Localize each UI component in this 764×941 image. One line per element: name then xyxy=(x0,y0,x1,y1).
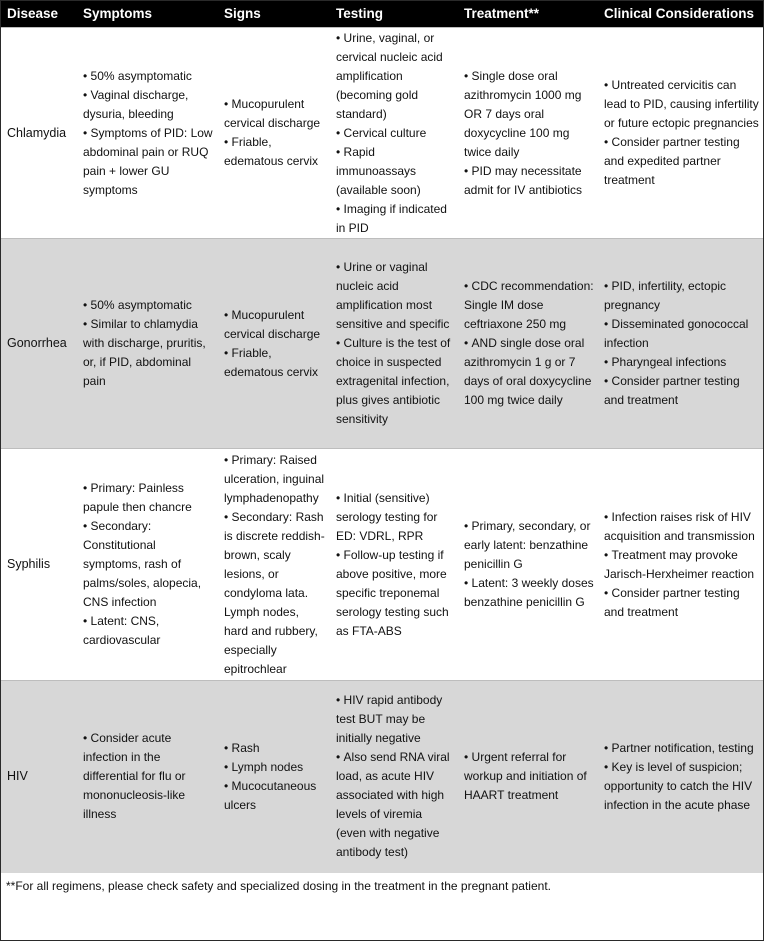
table-row-syphilis xyxy=(1,449,763,681)
treatment-cell xyxy=(458,239,598,449)
clinical-cell xyxy=(598,28,763,239)
list-item: • Consider partner testing and expedited partner treatment xyxy=(604,133,759,190)
disease-cell: Gonorrhea xyxy=(1,239,77,449)
list-item: • Primary, secondary, or early latent: benzathine penicillin G xyxy=(464,517,594,574)
list-item: • Primary: Painless papule then chancre xyxy=(83,479,214,517)
list-item: • PID, infertility, ectopic pregnancy xyxy=(604,277,759,315)
list-item: • Symptoms of PID: Low abdominal pain or RUQ pain + lower GU symptoms xyxy=(83,124,214,200)
list-item: • Culture is the test of choice in suspected extragenital infection, plus gives antibiotic sensitivity xyxy=(336,334,454,429)
testing-cell xyxy=(330,28,458,239)
list-item: • Partner notification, testing xyxy=(604,739,759,758)
table-row-gonorrhea xyxy=(1,239,763,449)
list-item: • Mucopurulent cervical discharge xyxy=(224,95,326,133)
clinical-cell xyxy=(598,681,763,873)
list-item: • Lymph nodes xyxy=(224,758,326,777)
list-item: • Secondary: Rash is discrete reddish-brown, scaly lesions, or condyloma lata. Lymph nodes, hard and rubbery, especially epitrochlear xyxy=(224,508,326,679)
list-item: • Rapid immunoassays (available soon) xyxy=(336,143,454,200)
table-row-chlamydia xyxy=(1,28,763,239)
list-item: • Consider partner testing and treatment xyxy=(604,372,759,410)
list-item: • Vaginal discharge, dysuria, bleeding xyxy=(83,86,214,124)
list-item: • Mucopurulent cervical discharge xyxy=(224,306,326,344)
list-item: • Key is level of suspicion; opportunity to catch the HIV infection in the acute phase xyxy=(604,758,759,815)
list-item: • PID may necessitate admit for IV antibiotics xyxy=(464,162,594,200)
list-item: • Urine, vaginal, or cervical nucleic acid amplification (becoming gold standard) xyxy=(336,29,454,124)
header-treatment: Treatment** xyxy=(458,1,598,28)
list-item: • Untreated cervicitis can lead to PID, causing infertility or future ectopic pregnancies xyxy=(604,76,759,133)
header-testing: Testing xyxy=(330,1,458,28)
list-item: • Urine or vaginal nucleic acid amplification most sensitive and specific xyxy=(336,258,454,334)
signs-cell xyxy=(218,681,330,873)
list-item: • 50% asymptomatic xyxy=(83,67,214,86)
list-item: • Cervical culture xyxy=(336,124,454,143)
header-symptoms: Symptoms xyxy=(77,1,218,28)
header-clinical-considerations: Clinical Considerations xyxy=(598,1,763,28)
signs-cell xyxy=(218,28,330,239)
clinical-cell xyxy=(598,449,763,681)
list-item: • Treatment may provoke Jarisch-Herxheimer reaction xyxy=(604,546,759,584)
table-row-hiv xyxy=(1,681,763,873)
list-item: • Infection raises risk of HIV acquisition and transmission xyxy=(604,508,759,546)
treatment-cell xyxy=(458,28,598,239)
list-item: • HIV rapid antibody test BUT may be initially negative xyxy=(336,691,454,748)
signs-cell xyxy=(218,239,330,449)
testing-cell xyxy=(330,239,458,449)
list-item: • Rash xyxy=(224,739,326,758)
list-item: • AND single dose oral azithromycin 1 g or 7 days of oral doxycycline 100 mg twice daily xyxy=(464,334,594,410)
list-item: • Imaging if indicated in PID xyxy=(336,200,454,238)
disease-cell: Chlamydia xyxy=(1,28,77,239)
symptoms-cell xyxy=(77,449,218,681)
list-item: • Friable, edematous cervix xyxy=(224,133,326,171)
list-item: • 50% asymptomatic xyxy=(83,296,214,315)
symptoms-cell xyxy=(77,239,218,449)
clinical-cell xyxy=(598,239,763,449)
treatment-cell xyxy=(458,681,598,873)
list-item: • Similar to chlamydia with discharge, pruritis, or, if PID, abdominal pain xyxy=(83,315,214,391)
list-item: • Secondary: Constitutional symptoms, rash of palms/soles, alopecia, CNS infection xyxy=(83,517,214,612)
list-item: • Mucocutaneous ulcers xyxy=(224,777,326,815)
signs-cell xyxy=(218,449,330,681)
list-item: • Consider acute infection in the differential for flu or mononucleosis-like illness xyxy=(83,729,214,824)
list-item: • Urgent referral for workup and initiation of HAART treatment xyxy=(464,748,594,805)
testing-cell xyxy=(330,449,458,681)
list-item: • Follow-up testing if above positive, more specific treponemal serology testing such as FTA-ABS xyxy=(336,546,454,641)
list-item: • Also send RNA viral load, as acute HIV associated with high levels of viremia (even with negative antibody test) xyxy=(336,748,454,862)
list-item: • Initial (sensitive) serology testing for ED: VDRL, RPR xyxy=(336,489,454,546)
list-item: • Friable, edematous cervix xyxy=(224,344,326,382)
testing-cell xyxy=(330,681,458,873)
symptoms-cell xyxy=(77,28,218,239)
header-signs: Signs xyxy=(218,1,330,28)
list-item: • Primary: Raised ulceration, inguinal lymphadenopathy xyxy=(224,451,326,508)
footnote: **For all regimens, please check safety and specialized dosing in the treatment in the pregnant patient. xyxy=(6,878,551,893)
disease-cell: Syphilis xyxy=(1,449,77,681)
list-item: • Consider partner testing and treatment xyxy=(604,584,759,622)
list-item: • Single dose oral azithromycin 1000 mg OR 7 days oral doxycycline 100 mg twice daily xyxy=(464,67,594,162)
list-item: • Disseminated gonococcal infection xyxy=(604,315,759,353)
list-item: • Pharyngeal infections xyxy=(604,353,759,372)
treatment-cell xyxy=(458,449,598,681)
header-row xyxy=(1,1,763,28)
std-table xyxy=(1,1,763,873)
disease-cell: HIV xyxy=(1,681,77,873)
list-item: • Latent: CNS, cardiovascular xyxy=(83,612,214,650)
list-item: • CDC recommendation: Single IM dose ceftriaxone 250 mg xyxy=(464,277,594,334)
list-item: • Latent: 3 weekly doses benzathine penicillin G xyxy=(464,574,594,612)
symptoms-cell xyxy=(77,681,218,873)
header-disease: Disease xyxy=(1,1,77,28)
